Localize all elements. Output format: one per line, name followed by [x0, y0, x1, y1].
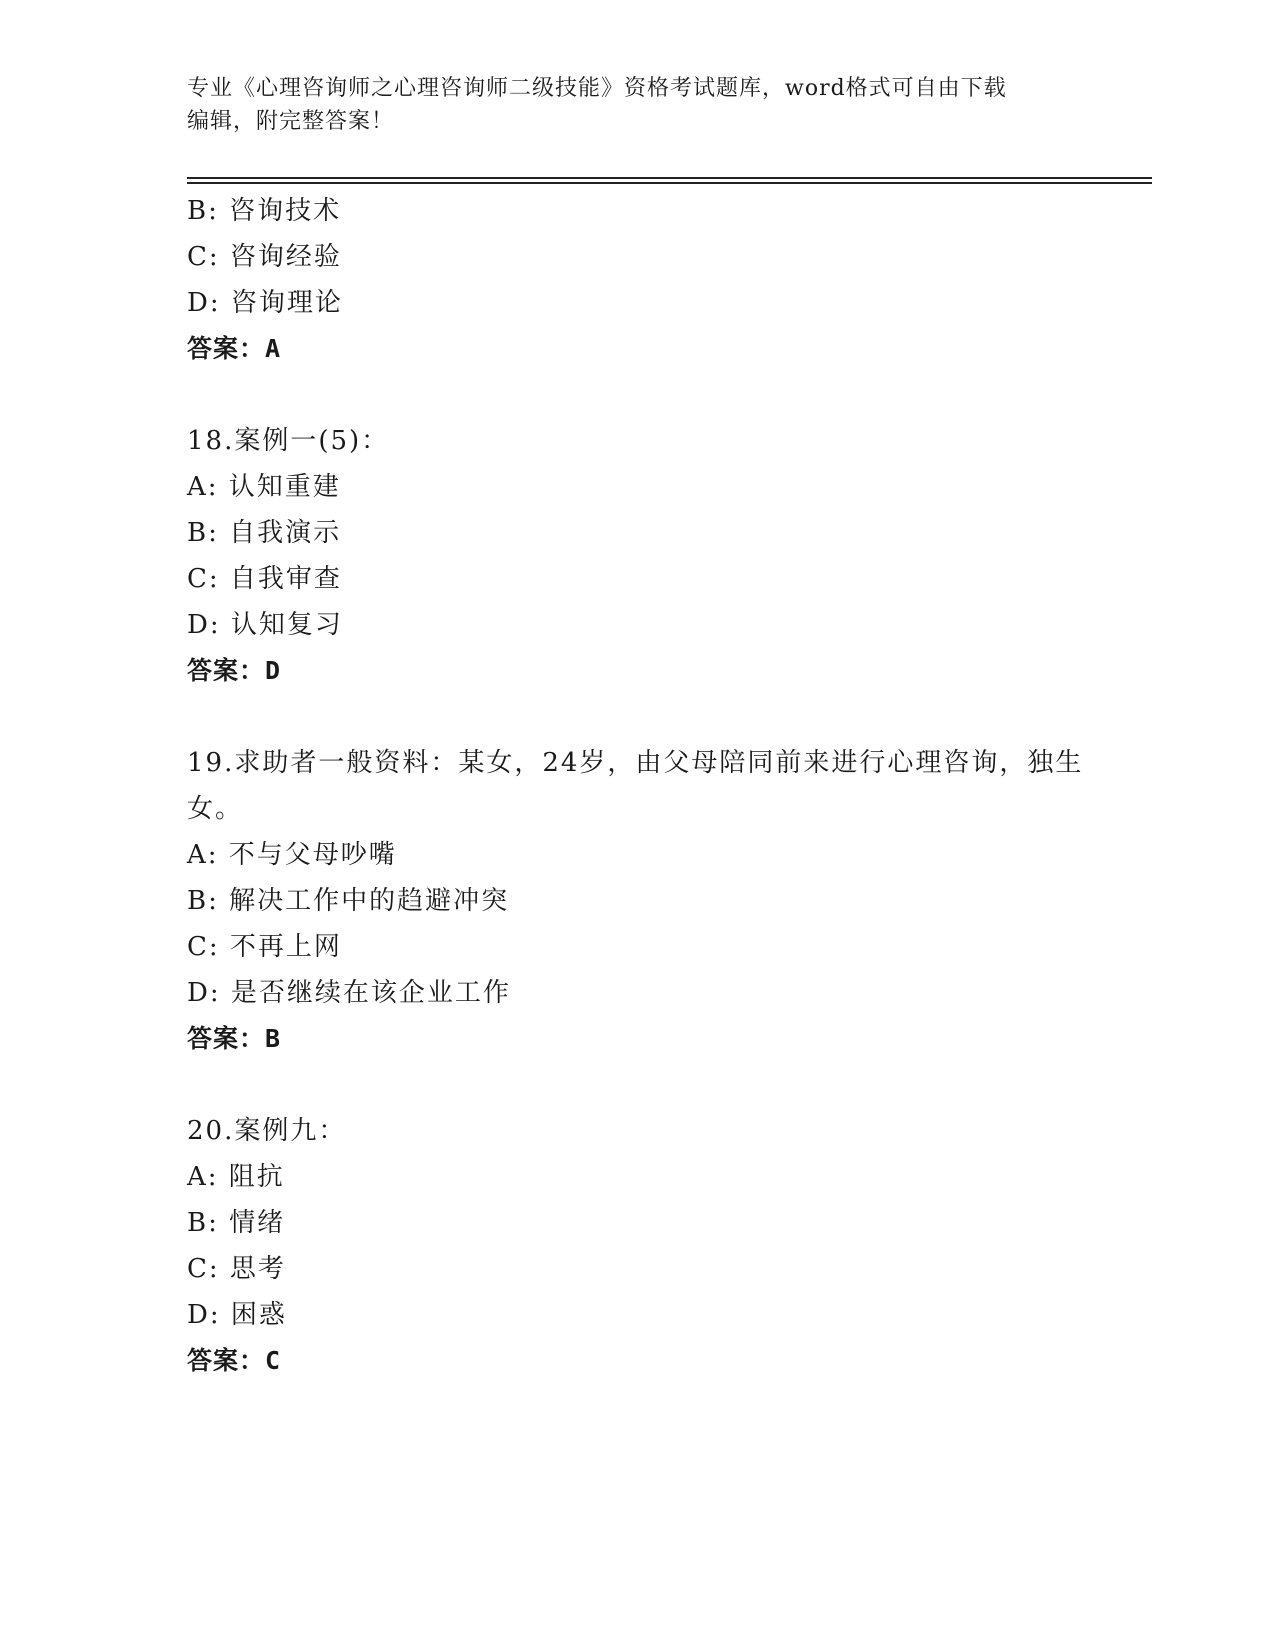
option-c: C: 不再上网 — [187, 932, 342, 962]
header-divider-top — [187, 177, 1152, 179]
option-b: B: 自我演示 — [187, 518, 342, 548]
option-a: A: 阻抗 — [187, 1162, 285, 1192]
answer-line: 答案：A — [187, 334, 282, 363]
option-d: D: 是否继续在该企业工作 — [187, 978, 511, 1008]
spacer — [187, 694, 1087, 740]
answer-line: 答案：D — [187, 656, 282, 685]
option-d: D: 困惑 — [187, 1300, 287, 1330]
spacer — [187, 1062, 1087, 1108]
option-c: C: 自我审查 — [187, 564, 342, 594]
question-block-20 — [187, 1108, 1087, 1384]
question-text: 19.求助者一般资料：某女，24岁，由父母陪同前来进行心理咨询，独生女。 — [187, 748, 1084, 824]
question-text: 20.案例九： — [187, 1116, 347, 1146]
option-b: B: 解决工作中的趋避冲突 — [187, 886, 510, 916]
question-text: 18.案例一(5)： — [187, 426, 390, 456]
option-d: D: 认知复习 — [187, 610, 343, 640]
answer-line: 答案：B — [187, 1024, 282, 1053]
question-block-19 — [187, 740, 1087, 1062]
question-block-18 — [187, 418, 1087, 694]
question-list — [187, 188, 1087, 1384]
option-b: B: 情绪 — [187, 1208, 286, 1238]
option-b: B: 咨询技术 — [187, 196, 342, 226]
option-c: C: 思考 — [187, 1254, 286, 1284]
option-d: D: 咨询理论 — [187, 288, 343, 318]
answer-line: 答案：C — [187, 1346, 282, 1375]
question-block-continued — [187, 188, 1087, 372]
header-line-1: 专业《心理咨询师之心理咨询师二级技能》资格考试题库，word格式可自由下载 — [187, 76, 1007, 101]
option-a: A: 不与父母吵嘴 — [187, 840, 397, 870]
document-header — [187, 72, 1067, 138]
spacer — [187, 372, 1087, 418]
option-c: C: 咨询经验 — [187, 242, 342, 272]
header-divider-bottom — [187, 182, 1152, 184]
header-line-2: 编辑，附完整答案！ — [187, 109, 395, 134]
option-a: A: 认知重建 — [187, 472, 341, 502]
